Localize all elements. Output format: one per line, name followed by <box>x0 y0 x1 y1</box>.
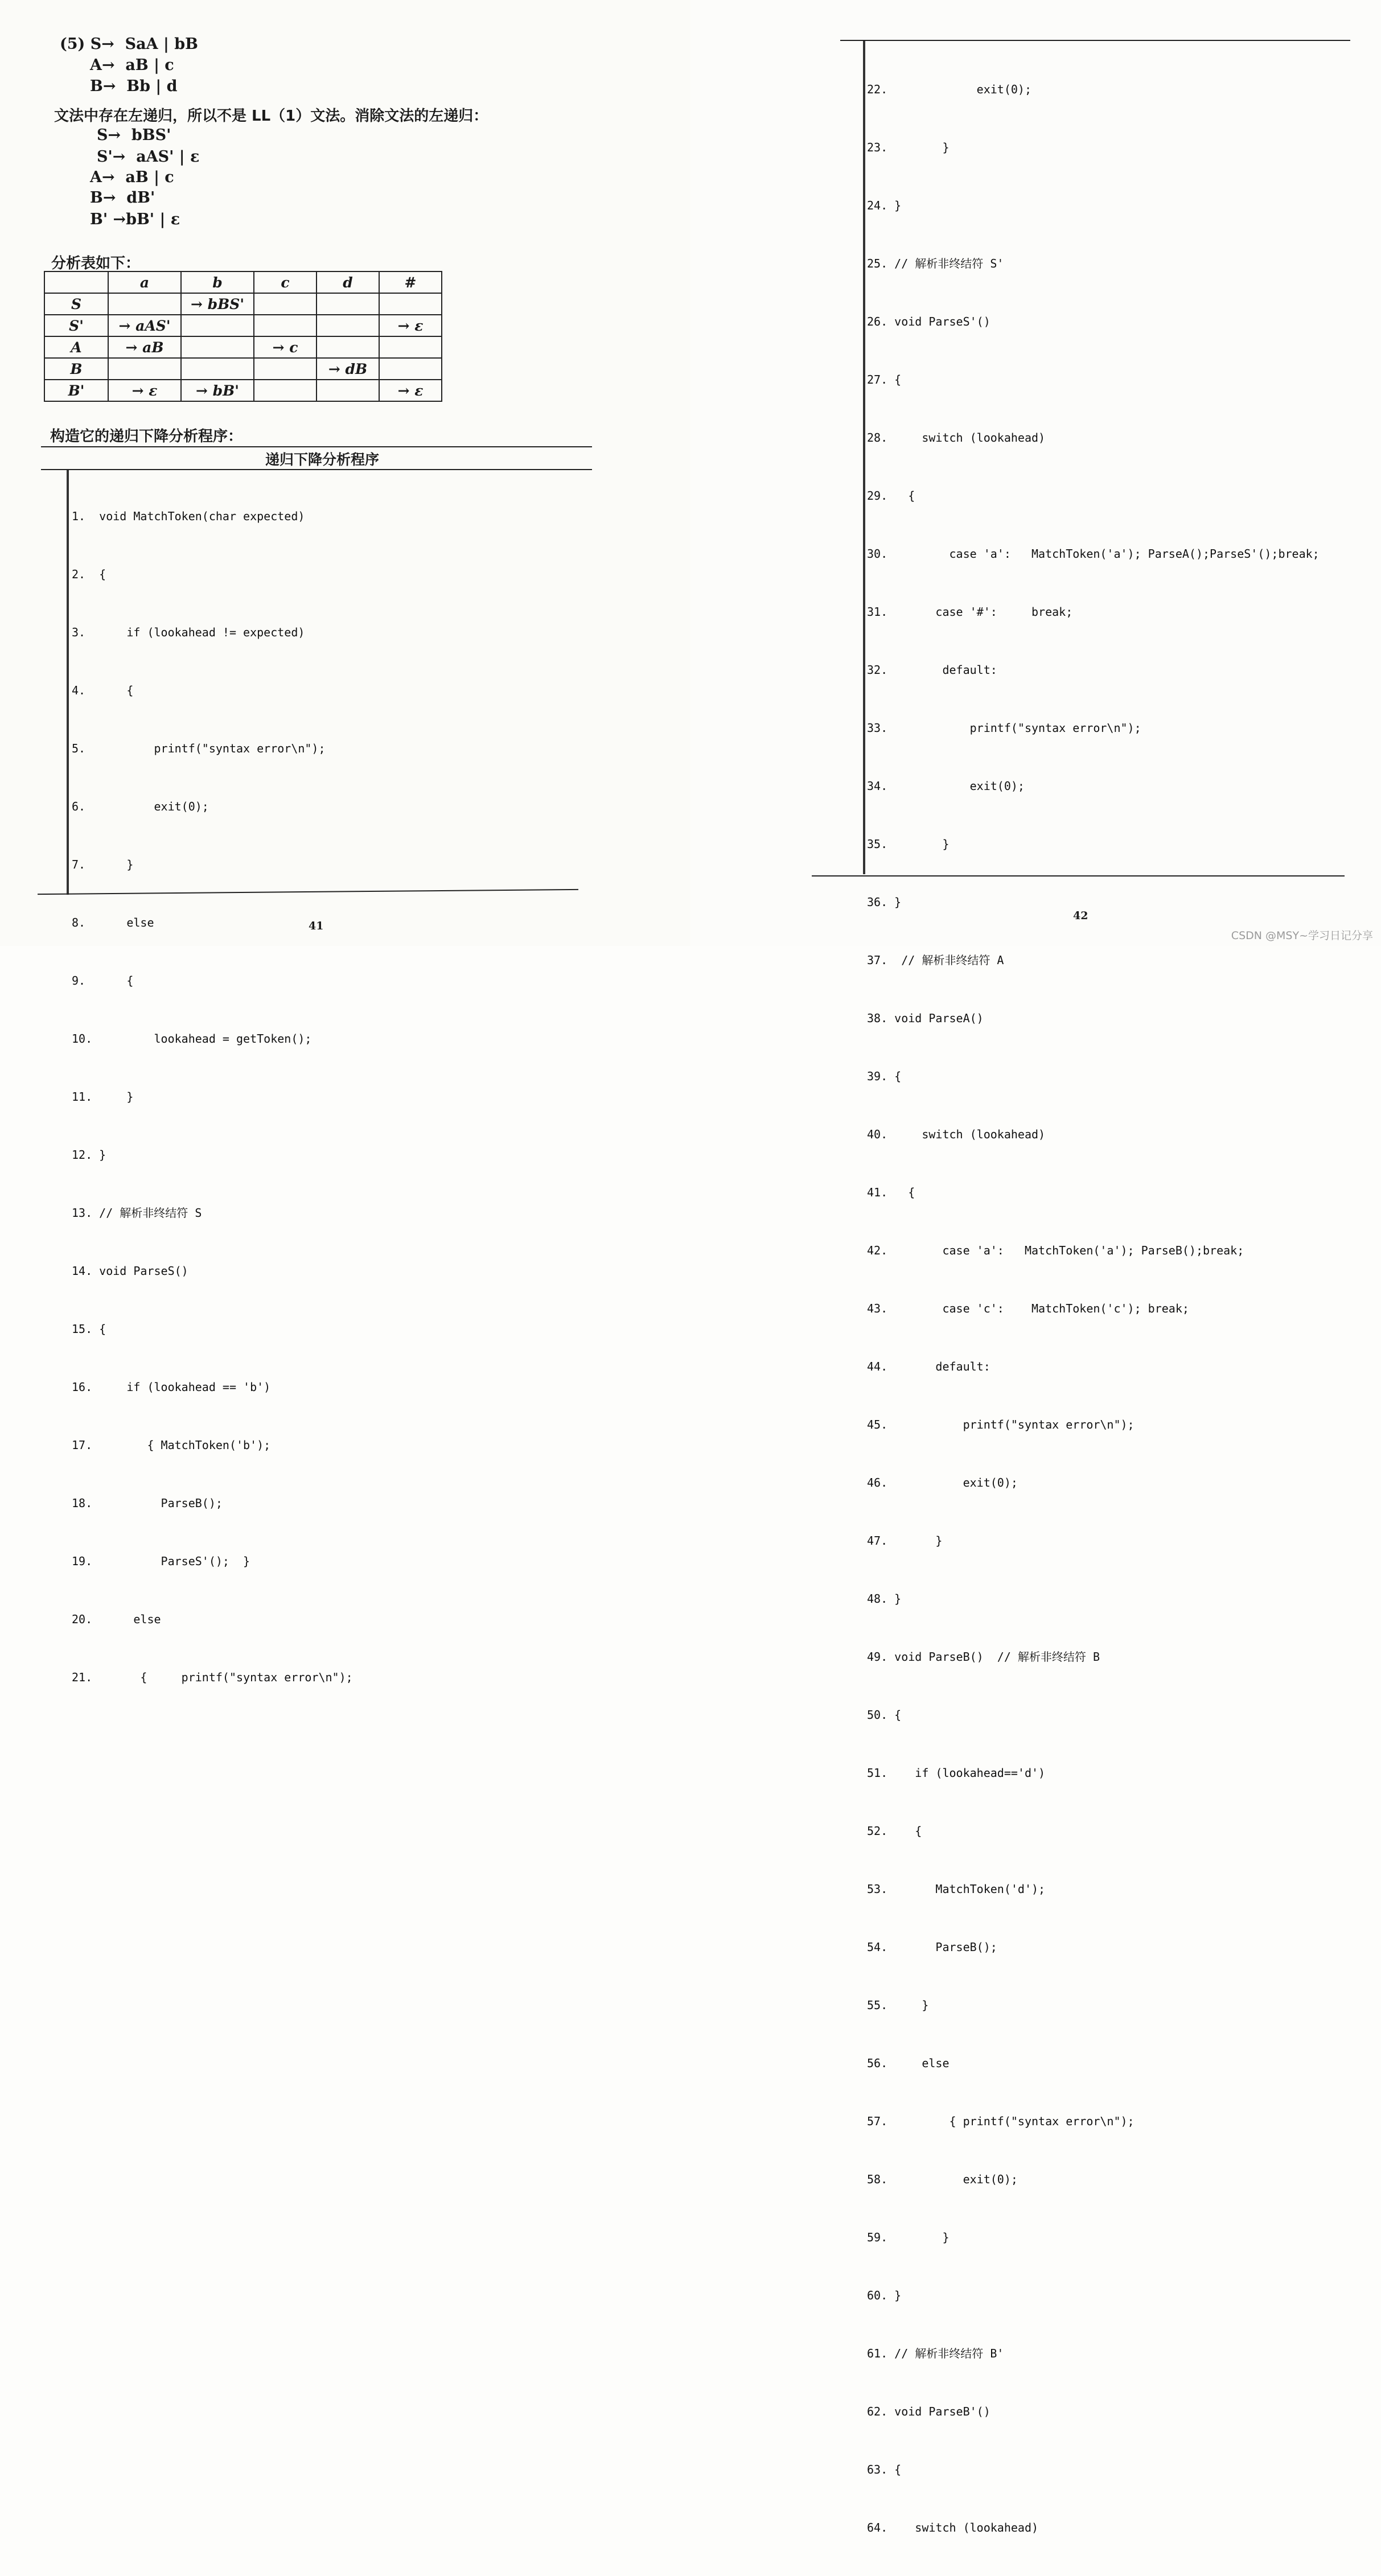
code-line: 61. // 解析非终结符 B' <box>867 2347 1004 2360</box>
code-line: 21. { printf("syntax error\n"); <box>72 1670 353 1684</box>
code-line: 11. } <box>72 1090 134 1104</box>
table-header <box>44 271 108 293</box>
code-line: 47. } <box>867 1534 943 1548</box>
code-line: 13. // 解析非终结符 S <box>72 1206 202 1220</box>
code-block-right <box>867 41 1320 2576</box>
watermark: CSDN @MSY~学习日记分享 <box>1231 929 1373 942</box>
code-line: 27. { <box>867 373 902 386</box>
code-line: 20. else <box>72 1612 161 1626</box>
grammar-rule: (5) S→ SaA | bB <box>60 35 198 53</box>
code-line: 32. default: <box>867 663 997 677</box>
code-line: 58. exit(0); <box>867 2172 1018 2186</box>
code-caption: 构造它的递归下降分析程序： <box>50 428 243 445</box>
table-cell: S' <box>44 315 108 336</box>
table-cell <box>317 336 379 358</box>
grammar-rule: B' →bB' | ε <box>90 211 180 228</box>
code-title: 递归下降分析程序 <box>265 451 380 468</box>
code-line: 8. else <box>72 916 154 929</box>
code-line: 15. { <box>72 1322 106 1336</box>
table-cell: → dB <box>317 358 379 380</box>
code-line: 30. case 'a': MatchToken('a'); ParseA();ParseS'();break; <box>867 547 1320 561</box>
code-line: 28. switch (lookahead) <box>867 431 1046 445</box>
table-cell <box>379 358 442 380</box>
code-line: 37. // 解析非终结符 A <box>867 953 1004 967</box>
code-line: 59. } <box>867 2231 950 2244</box>
code-line: 16. if (lookahead == 'b') <box>72 1380 271 1394</box>
code-line: 53. MatchToken('d'); <box>867 1882 1046 1896</box>
table-header-row <box>44 271 442 293</box>
table-cell <box>254 315 317 336</box>
table-row <box>44 315 442 336</box>
code-line: 46. exit(0); <box>867 1476 1018 1489</box>
table-caption: 分析表如下： <box>51 255 141 272</box>
code-line: 52. { <box>867 1824 922 1838</box>
code-line: 26. void ParseS'() <box>867 315 990 328</box>
table-cell <box>181 358 254 380</box>
code-line: 42. case 'a': MatchToken('a'); ParseB();break; <box>867 1244 1244 1257</box>
table-cell <box>317 293 379 315</box>
table-cell <box>254 380 317 401</box>
table-cell <box>317 380 379 401</box>
grammar-rule: S→ bBS' <box>97 126 171 144</box>
table-cell: → ε <box>379 315 442 336</box>
code-line: 12. } <box>72 1148 106 1162</box>
code-line: 2. { <box>72 567 106 581</box>
right-page <box>690 0 1381 2534</box>
table-cell: S <box>44 293 108 315</box>
code-line: 1. void MatchToken(char expected) <box>72 509 305 523</box>
grammar-rule: A→ aB | c <box>90 168 174 186</box>
code-line: 14. void ParseS() <box>72 1264 188 1278</box>
code-line: 4. { <box>72 684 134 697</box>
code-line: 3. if (lookahead != expected) <box>72 626 305 639</box>
code-line: 64. switch (lookahead) <box>867 2521 1039 2534</box>
code-line: 36. } <box>867 895 902 909</box>
code-bottom-rule <box>812 875 1345 877</box>
table-cell <box>317 315 379 336</box>
grammar-rule: B→ dB' <box>90 189 155 207</box>
code-line: 34. exit(0); <box>867 779 1025 793</box>
code-line: 29. { <box>867 489 915 503</box>
table-cell <box>181 336 254 358</box>
code-line: 24. } <box>867 199 902 212</box>
code-line: 19. ParseS'(); } <box>72 1554 250 1568</box>
code-top-rule <box>41 446 592 447</box>
code-line: 31. case '#': break; <box>867 605 1073 619</box>
code-block-left <box>72 468 353 1726</box>
table-cell: → c <box>254 336 317 358</box>
table-header: c <box>254 271 317 293</box>
table-cell: → ε <box>108 380 181 401</box>
table-row <box>44 358 442 380</box>
table-cell: → aAS' <box>108 315 181 336</box>
code-line: 56. else <box>867 2056 950 2070</box>
table-header: a <box>108 271 181 293</box>
table-header: # <box>379 271 442 293</box>
code-line: 45. printf("syntax error\n"); <box>867 1418 1135 1431</box>
code-line: 23. } <box>867 141 950 154</box>
table-cell <box>379 336 442 358</box>
table-cell: → bBS' <box>181 293 254 315</box>
code-line: 7. } <box>72 858 134 871</box>
code-line: 62. void ParseB'() <box>867 2405 990 2418</box>
table-cell: → ε <box>379 380 442 401</box>
grammar-rule: B→ Bb | d <box>90 77 178 95</box>
code-line: 57. { printf("syntax error\n"); <box>867 2114 1135 2128</box>
table-header: b <box>181 271 254 293</box>
table-cell <box>108 293 181 315</box>
code-line: 25. // 解析非终结符 S' <box>867 257 1004 270</box>
code-line: 60. } <box>867 2289 902 2302</box>
code-left-bar <box>67 470 69 895</box>
table-cell: A <box>44 336 108 358</box>
code-line: 38. void ParseA() <box>867 1011 984 1025</box>
code-line: 48. } <box>867 1592 902 1606</box>
code-line: 50. { <box>867 1708 902 1722</box>
table-header: d <box>317 271 379 293</box>
grammar-rule: S'→ aAS' | ε <box>97 148 200 166</box>
grammar-rule: A→ aB | c <box>90 56 174 74</box>
table-cell: B' <box>44 380 108 401</box>
code-line: 10. lookahead = getToken(); <box>72 1032 312 1046</box>
left-recursion-note: 文法中存在左递归，所以不是 LL（1）文法。消除文法的左递归： <box>54 108 488 125</box>
table-cell <box>254 293 317 315</box>
page-number: 41 <box>309 920 324 932</box>
code-line: 18. ParseB(); <box>72 1496 223 1510</box>
code-line: 35. } <box>867 837 950 851</box>
code-line: 17. { MatchToken('b'); <box>72 1438 271 1452</box>
code-line: 41. { <box>867 1186 915 1199</box>
code-line: 39. { <box>867 1069 902 1083</box>
table-cell: → bB' <box>181 380 254 401</box>
code-line: 43. case 'c': MatchToken('c'); break; <box>867 1302 1189 1315</box>
table-cell <box>254 358 317 380</box>
table-cell: → aB <box>108 336 181 358</box>
page-number: 42 <box>1073 910 1088 922</box>
code-line: 33. printf("syntax error\n"); <box>867 721 1141 735</box>
table-cell <box>108 358 181 380</box>
code-line: 54. ParseB(); <box>867 1940 997 1954</box>
code-line: 9. { <box>72 974 134 987</box>
code-line: 55. } <box>867 1998 929 2012</box>
code-left-bar <box>863 41 865 874</box>
code-line: 49. void ParseB() // 解析非终结符 B <box>867 1650 1100 1664</box>
code-line: 6. exit(0); <box>72 800 209 813</box>
code-line: 40. switch (lookahead) <box>867 1127 1046 1141</box>
table-cell <box>379 293 442 315</box>
table-row <box>44 293 442 315</box>
ll1-parse-table <box>44 271 442 402</box>
table-cell <box>181 315 254 336</box>
code-line: 51. if (lookahead=='d') <box>867 1766 1046 1780</box>
table-row <box>44 380 442 401</box>
table-row <box>44 336 442 358</box>
table-cell: B <box>44 358 108 380</box>
code-line: 5. printf("syntax error\n"); <box>72 742 326 755</box>
code-line: 63. { <box>867 2463 902 2476</box>
code-line: 44. default: <box>867 1360 990 1373</box>
code-line: 22. exit(0); <box>867 83 1031 96</box>
left-page <box>0 0 690 1684</box>
